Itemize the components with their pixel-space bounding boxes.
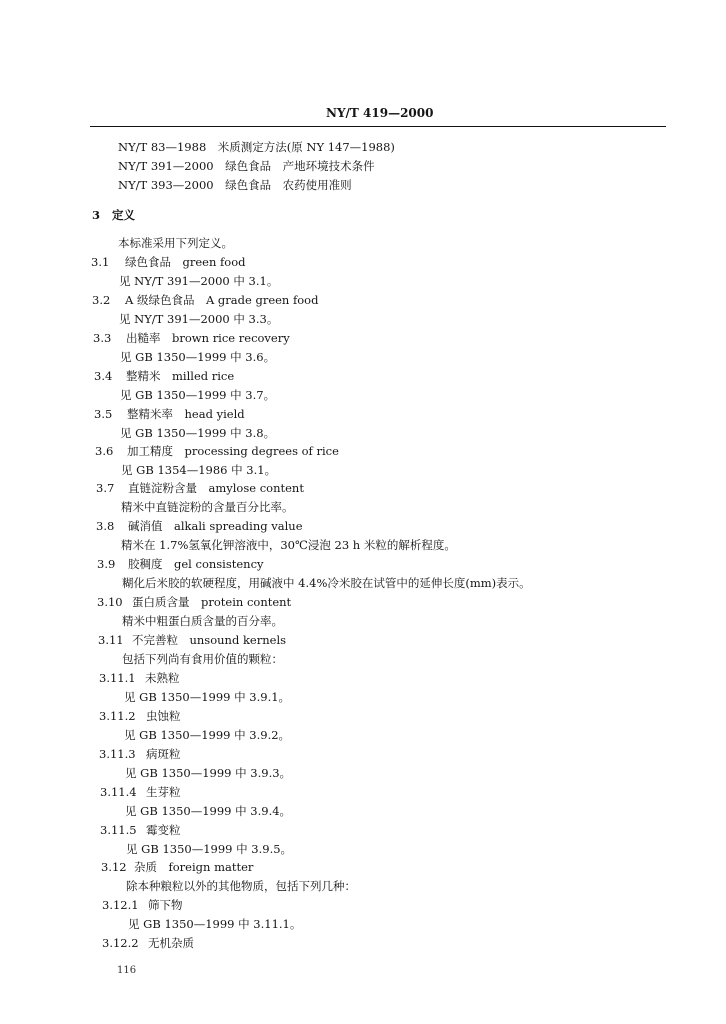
term-definition: 精米在 1.7%氢氧化钾溶液中，30℃浸泡 23 h 米粒的解析程度。 xyxy=(121,538,456,552)
page-number: 116 xyxy=(117,965,137,976)
term-title: 病斑粒 xyxy=(146,747,181,761)
term-definition: 精米中直链淀粉的含量百分比率。 xyxy=(121,500,294,514)
term-title: 整精米率 head yield xyxy=(127,407,245,421)
term-number: 3.4 xyxy=(94,369,113,383)
definition-term xyxy=(102,935,194,951)
definition-term xyxy=(92,292,319,308)
definition-term xyxy=(95,443,339,459)
term-definition: 包括下列尚有食用价值的颗粒： xyxy=(122,652,283,666)
term-definition: 见 GB 1350—1999 中 3.9.4。 xyxy=(125,804,292,818)
definition-term xyxy=(97,556,264,572)
term-title: 霉变粒 xyxy=(146,823,181,837)
term-title: 生芽粒 xyxy=(146,785,181,799)
definition-term xyxy=(98,632,287,648)
definition-term xyxy=(94,406,245,422)
definition-term xyxy=(97,594,292,610)
reference-item: NY/T 83—1988 米质测定方法(原 NY 147—1988) xyxy=(118,140,395,154)
term-definition: 见 NY/T 391—2000 中 3.1。 xyxy=(119,274,279,288)
term-definition: 见 GB 1350—1999 中 3.9.3。 xyxy=(125,766,292,780)
term-definition: 见 NY/T 391—2000 中 3.3。 xyxy=(119,312,279,326)
term-number: 3.12 xyxy=(101,860,127,874)
term-number: 3.11.3 xyxy=(99,747,136,761)
term-title: 不完善粒 unsound kernels xyxy=(132,633,287,647)
term-number: 3.11.4 xyxy=(100,785,137,799)
definition-term xyxy=(91,254,246,270)
term-number: 3.11.5 xyxy=(100,823,137,837)
term-title: 胶稠度 gel consistency xyxy=(128,557,264,571)
term-title: 无机杂质 xyxy=(148,936,194,950)
term-definition: 见 GB 1350—1999 中 3.6。 xyxy=(120,350,276,364)
definition-term xyxy=(102,897,183,913)
term-definition: 精米中粗蛋白质含量的百分率。 xyxy=(122,614,283,628)
term-title: 蛋白质含量 protein content xyxy=(132,595,292,609)
definition-term xyxy=(100,784,181,800)
term-number: 3.11.2 xyxy=(99,709,136,723)
term-definition: 见 GB 1354—1986 中 3.1。 xyxy=(121,463,277,477)
term-number: 3.11 xyxy=(98,633,124,647)
term-number: 3.9 xyxy=(97,557,116,571)
term-definition: 见 GB 1350—1999 中 3.7。 xyxy=(120,388,276,402)
section-number: 3 xyxy=(92,208,101,222)
term-definition: 见 GB 1350—1999 中 3.9.2。 xyxy=(124,728,291,742)
page-header xyxy=(0,106,726,124)
term-number: 3.10 xyxy=(97,595,123,609)
term-title: 未熟粒 xyxy=(145,671,180,685)
term-number: 3.3 xyxy=(93,331,112,345)
term-definition: 见 GB 1350—1999 中 3.9.1。 xyxy=(124,690,291,704)
term-title: A 级绿色食品 A grade green food xyxy=(125,293,319,307)
reference-item: NY/T 391—2000 绿色食品 产地环境技术条件 xyxy=(118,159,375,173)
term-number: 3.12.2 xyxy=(102,936,139,950)
term-number: 3.8 xyxy=(96,519,115,533)
definition-term xyxy=(94,368,235,384)
definition-term xyxy=(101,859,254,875)
term-number: 3.1 xyxy=(91,255,110,269)
definition-term xyxy=(99,708,181,724)
reference-item: NY/T 393—2000 绿色食品 农药使用准则 xyxy=(118,178,352,192)
section-heading xyxy=(92,207,135,223)
definition-term xyxy=(93,330,290,346)
term-definition: 见 GB 1350—1999 中 3.8。 xyxy=(120,426,276,440)
definition-term xyxy=(100,822,181,838)
term-number: 3.5 xyxy=(94,407,113,421)
term-title: 碱消值 alkali spreading value xyxy=(128,519,303,533)
term-title: 整精米 milled rice xyxy=(126,369,235,383)
term-definition: 糊化后米胶的软硬程度，用碱液中 4.4%冷米胶在试管中的延伸长度(mm)表示。 xyxy=(122,576,531,590)
term-title: 筛下物 xyxy=(148,898,183,912)
term-number: 3.7 xyxy=(96,481,115,495)
term-title: 直链淀粉含量 amylose content xyxy=(128,481,304,495)
term-title: 虫蚀粒 xyxy=(146,709,181,723)
definition-term xyxy=(99,670,180,686)
term-title: 绿色食品 green food xyxy=(125,255,246,269)
term-number: 3.6 xyxy=(95,444,114,458)
term-number: 3.11.1 xyxy=(99,671,136,685)
section-intro: 本标准采用下列定义。 xyxy=(118,236,233,250)
term-number: 3.2 xyxy=(92,293,111,307)
term-definition: 见 GB 1350—1999 中 3.9.5。 xyxy=(126,842,293,856)
definition-term xyxy=(96,518,303,534)
term-definition: 除本种粮粒以外的其他物质，包括下列几种： xyxy=(126,879,356,893)
term-definition: 见 GB 1350—1999 中 3.11.1。 xyxy=(128,917,302,931)
term-number: 3.12.1 xyxy=(102,898,139,912)
definition-term xyxy=(96,480,304,496)
term-title: 出糙率 brown rice recovery xyxy=(126,331,290,345)
definition-term xyxy=(99,746,181,762)
header-rule xyxy=(90,126,666,127)
term-title: 杂质 foreign matter xyxy=(134,860,254,874)
term-title: 加工精度 processing degrees of rice xyxy=(127,444,339,458)
section-title: 定义 xyxy=(112,208,136,222)
normative-references xyxy=(118,138,395,195)
standard-code: NY/T 419—2000 xyxy=(326,106,434,120)
